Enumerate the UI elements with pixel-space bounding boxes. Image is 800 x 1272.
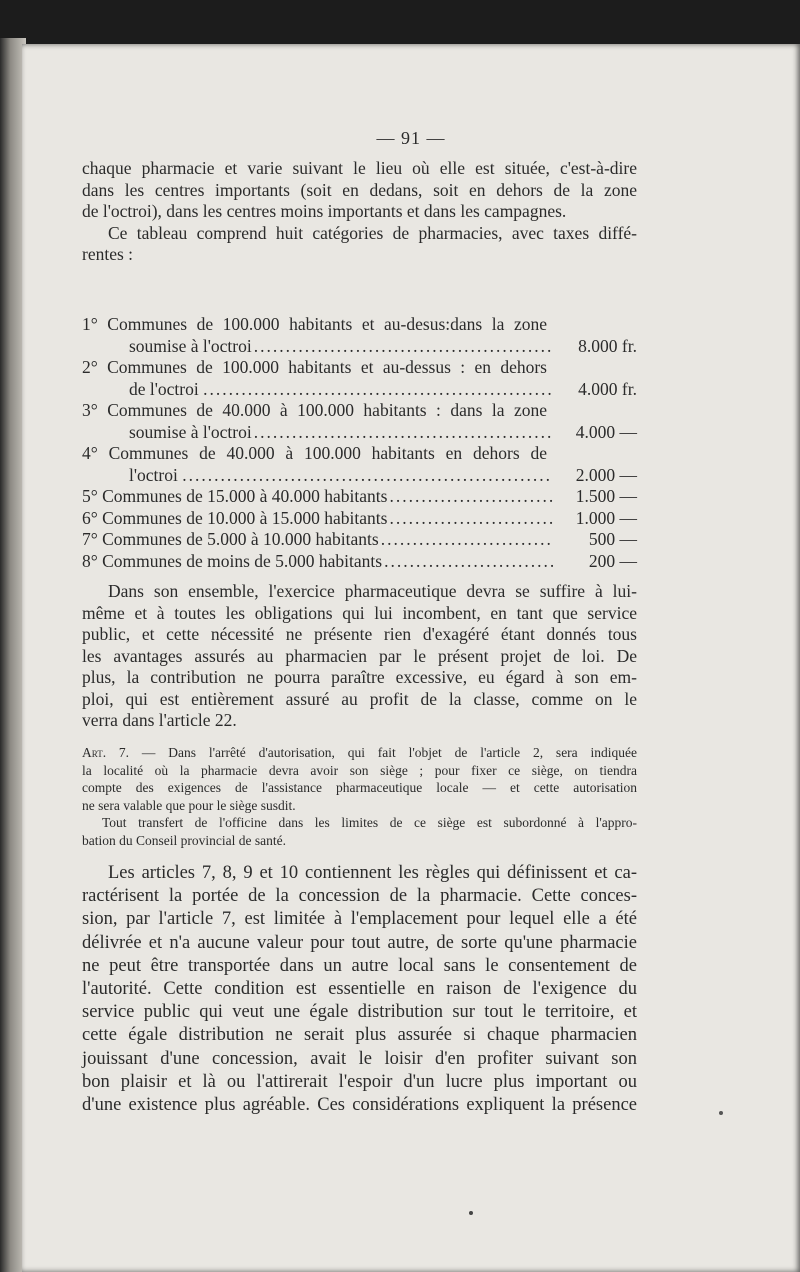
tax-category-6 bbox=[82, 508, 637, 530]
category-text: 8° Communes de moins de 5.000 habitants bbox=[82, 550, 383, 571]
document-page bbox=[22, 44, 800, 1272]
category-text: 3° Communes de 40.000 à 100.000 habitants : dans la zone bbox=[82, 400, 547, 420]
intro-paragraph bbox=[82, 158, 637, 266]
dot-leader bbox=[254, 422, 553, 444]
tax-category-8 bbox=[82, 551, 637, 573]
text-line: même et à toutes les obligations qui lui incombent, en tant que service bbox=[82, 602, 637, 623]
text-line: d'une existence plus agréable. Ces considérations expliquent la présence bbox=[82, 1095, 637, 1116]
text-line: public, et cette nécessité ne présente rien d'exagéré étant donnés tous bbox=[82, 624, 637, 644]
tax-category-1 bbox=[82, 314, 637, 357]
tax-amount: 4.000 — bbox=[575, 421, 637, 442]
category-text: 2° Communes de 100.000 habitants et au-dessus : en dehors bbox=[82, 357, 547, 377]
paper-speck bbox=[469, 1211, 473, 1215]
category-text: 5° Communes de 15.000 à 40.000 habitants bbox=[82, 486, 388, 506]
category-text: 6° Communes de 10.000 à 15.000 habitants bbox=[82, 507, 388, 528]
text-line: Tout transfert de l'officine dans les limites de ce siège est subordonné à l'appro- bbox=[102, 815, 637, 830]
text-line: chaque pharmacie et varie suivant le lieu où elle est située, c'est-à-dire bbox=[82, 158, 637, 178]
category-text: 4° Communes de 40.000 à 100.000 habitants en dehors de bbox=[82, 443, 547, 463]
dot-leader bbox=[189, 465, 553, 487]
text-line: sion, par l'article 7, est limitée à l'emplacement pour lequel elle a été bbox=[82, 909, 637, 930]
tax-category-2 bbox=[82, 357, 637, 400]
tax-category-3 bbox=[82, 400, 637, 443]
tax-category-4 bbox=[82, 443, 637, 486]
category-text-continued: soumise à l'octroi bbox=[129, 335, 252, 356]
text-line: de l'octroi), dans les centres moins importants et dans les campagnes. bbox=[82, 201, 567, 221]
dot-leader bbox=[384, 551, 553, 573]
text-line: l'autorité. Cette condition est essentielle en raison de l'exigence du bbox=[82, 979, 637, 1000]
tax-category-5 bbox=[82, 486, 637, 508]
text-line: rentes : bbox=[82, 244, 134, 264]
text-line: jouissant d'une concession, avait le loisir d'en profiter suivant son bbox=[82, 1048, 637, 1069]
text-line: service public qui veut une égale distribution sur tout le territoire, et bbox=[82, 1002, 637, 1023]
dot-leader bbox=[389, 486, 553, 508]
article-label: Art. 7. bbox=[82, 745, 130, 760]
text-line: bon plaisir et là ou l'attirerait l'espoir d'un lucre plus important ou bbox=[82, 1071, 637, 1092]
tax-amount: 2.000 — bbox=[575, 464, 637, 485]
category-text-continued: de l'octroi . bbox=[129, 378, 208, 399]
tax-amount: 500 — bbox=[588, 529, 637, 549]
text-line: ractérisent la portée de la concession de la pharmacie. Cette conces- bbox=[82, 886, 637, 907]
text-line: cette égale distribution ne serait plus assurée si chaque pharmacien bbox=[82, 1025, 637, 1046]
tax-category-7 bbox=[82, 529, 637, 551]
text-line: la localité où la pharmacie devra avoir son siège ; pour fixer ce siège, on tiendra bbox=[82, 762, 637, 778]
text-line: ne peut être transportée dans un autre local sans le consentement de bbox=[82, 955, 637, 976]
text-line: Art. 7. — Dans l'arrêté d'autorisation, qui fait l'objet de l'article 2, sera indiquée bbox=[82, 745, 637, 760]
dot-leader bbox=[389, 508, 553, 530]
dot-leader bbox=[381, 529, 553, 551]
tax-amount: 200 — bbox=[588, 550, 637, 571]
text-line: délivrée et n'a aucune valeur pour tout autre, de sorte qu'une pharmacie bbox=[82, 932, 637, 953]
text-line: compte des exigences de l'assistance pharmaceutique locale — et cette autorisation bbox=[82, 780, 637, 795]
text-line: bation du Conseil provincial de santé. bbox=[82, 832, 286, 848]
ensemble-paragraph bbox=[82, 581, 637, 732]
text-line: ploi, qui est entièrement assuré au profit de la classe, comme on le bbox=[82, 688, 637, 709]
category-text: 7° Communes de 5.000 à 10.000 habitants bbox=[82, 529, 379, 549]
article-7-text bbox=[82, 744, 637, 849]
paper-speck bbox=[719, 1111, 723, 1115]
category-text-continued: l'octroi . bbox=[129, 464, 187, 485]
dot-leader bbox=[254, 336, 553, 358]
category-text: 1° Communes de 100.000 habitants et au-desus:dans la zone bbox=[82, 314, 547, 334]
text-line: les avantages assurés au pharmacien par le présent projet de loi. De bbox=[82, 645, 637, 666]
text-line: Dans son ensemble, l'exercice pharmaceutique devra se suffire à lui- bbox=[108, 581, 637, 601]
articles-paragraph bbox=[82, 862, 637, 1117]
text-line: dans les centres importants (soit en dedans, soit en dehors de la zone bbox=[82, 179, 637, 200]
text-line: ne sera valable que pour le siège susdit. bbox=[82, 797, 296, 813]
text-line: Ce tableau comprend huit catégories de pharmacies, avec taxes diffé- bbox=[108, 222, 637, 243]
tax-amount: 8.000 fr. bbox=[578, 335, 637, 356]
text-line: Les articles 7, 8, 9 et 10 contiennent les règles qui définissent et ca- bbox=[108, 863, 637, 883]
dot-leader bbox=[209, 379, 553, 401]
tax-category-list bbox=[82, 314, 637, 572]
category-text-continued: soumise à l'octroi bbox=[129, 421, 252, 442]
tax-amount: 4.000 fr. bbox=[578, 378, 637, 399]
page-number: — 91 — bbox=[376, 128, 446, 148]
text-line: verra dans l'article 22. bbox=[82, 710, 237, 730]
tax-amount: 1.000 — bbox=[575, 507, 637, 528]
text-line: plus, la contribution ne pourra paraître excessive, eu égard à son em- bbox=[82, 667, 637, 687]
tax-amount: 1.500 — bbox=[575, 486, 637, 506]
